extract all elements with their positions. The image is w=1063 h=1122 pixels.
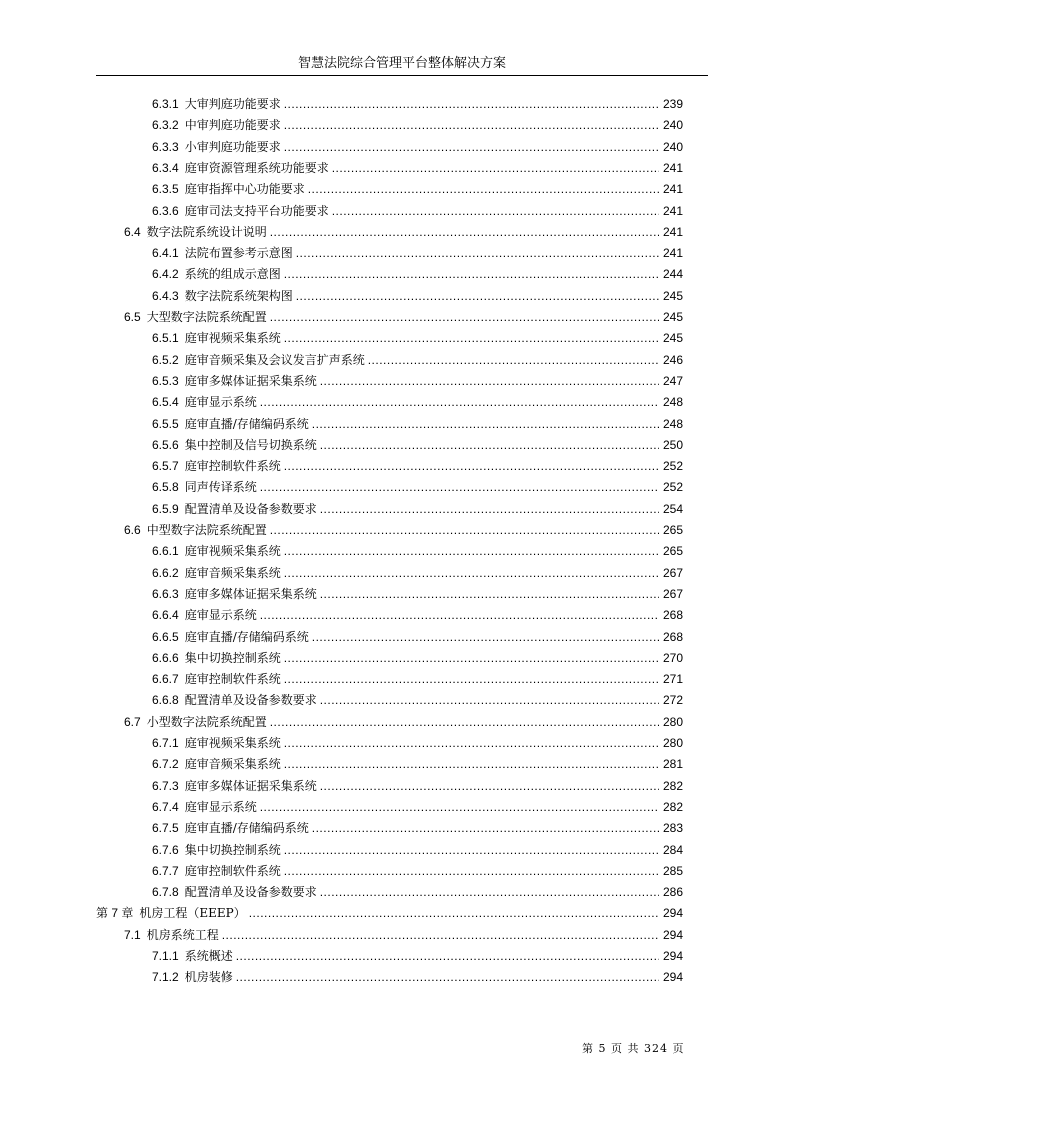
toc-entry-number: 6.7.4 bbox=[152, 799, 179, 814]
toc-leader-dots bbox=[320, 499, 659, 520]
toc-entry-page: 248 bbox=[662, 416, 683, 431]
toc-entry-number: 6.4.2 bbox=[152, 267, 179, 282]
toc-entry[interactable] bbox=[152, 328, 683, 349]
toc-entry[interactable] bbox=[152, 243, 683, 264]
toc-entry-title: 数字法院系统架构图 bbox=[184, 288, 293, 303]
page-header bbox=[96, 54, 708, 76]
toc-entry[interactable] bbox=[152, 584, 683, 605]
toc-entry-title: 庭审多媒体证据采集系统 bbox=[184, 373, 317, 388]
toc-leader-dots bbox=[332, 201, 659, 222]
toc-leader-dots bbox=[284, 861, 659, 882]
toc-leader-dots bbox=[284, 648, 659, 669]
toc-entry-number: 第 7 章 bbox=[96, 906, 134, 921]
toc-entry-number: 6.5.4 bbox=[152, 395, 179, 410]
toc-entry-title: 大型数字法院系统配置 bbox=[146, 310, 267, 324]
toc-entry-title: 庭审显示系统 bbox=[184, 395, 257, 410]
toc-entry-title: 庭审音频采集系统 bbox=[184, 565, 281, 580]
toc-entry-page: 252 bbox=[662, 480, 683, 495]
toc-entry-number: 6.6.8 bbox=[152, 693, 179, 708]
toc-entry-number: 6.6 bbox=[124, 523, 141, 537]
toc-entry-page: 245 bbox=[662, 310, 683, 324]
toc-entry[interactable] bbox=[96, 903, 683, 924]
toc-entry[interactable] bbox=[152, 435, 683, 456]
toc-entry-page: 267 bbox=[662, 565, 683, 580]
toc-entry-title: 庭审控制软件系统 bbox=[184, 672, 281, 687]
toc-entry-title: 庭审直播/存储编码系统 bbox=[184, 821, 309, 836]
toc-entry[interactable] bbox=[152, 264, 683, 285]
toc-leader-dots bbox=[284, 563, 659, 584]
toc-entry-page: 272 bbox=[662, 693, 683, 708]
toc-leader-dots bbox=[320, 584, 659, 605]
toc-entry-page: 246 bbox=[662, 352, 683, 367]
toc-entry-page: 248 bbox=[662, 395, 683, 410]
toc-entry[interactable] bbox=[152, 754, 683, 775]
toc-entry-number: 7.1.2 bbox=[152, 970, 179, 985]
toc-leader-dots bbox=[222, 925, 659, 946]
toc-leader-dots bbox=[320, 690, 659, 711]
toc-entry-title: 机房系统工程 bbox=[146, 927, 219, 942]
toc-entry-title: 配置清单及设备参数要求 bbox=[184, 501, 317, 516]
toc-entry[interactable] bbox=[124, 712, 683, 733]
toc-entry-number: 6.5.3 bbox=[152, 373, 179, 388]
toc-entry[interactable] bbox=[152, 392, 683, 413]
toc-leader-dots bbox=[260, 605, 659, 626]
toc-entry-number: 7.1.1 bbox=[152, 949, 179, 963]
toc-leader-dots bbox=[284, 456, 659, 477]
toc-entry-number: 7.1 bbox=[124, 927, 141, 942]
toc-entry[interactable] bbox=[124, 307, 683, 328]
toc-entry[interactable] bbox=[152, 627, 683, 648]
toc-entry[interactable] bbox=[152, 648, 683, 669]
toc-entry-number: 6.7 bbox=[124, 714, 141, 729]
toc-leader-dots bbox=[312, 414, 659, 435]
toc-entry-title: 中型数字法院系统配置 bbox=[146, 523, 267, 537]
toc-entry[interactable] bbox=[152, 456, 683, 477]
toc-entry-title: 庭审音频采集及会议发言扩声系统 bbox=[184, 352, 365, 367]
toc-entry-page: 245 bbox=[662, 331, 683, 346]
toc-entry[interactable] bbox=[152, 840, 683, 861]
toc-entry-number: 6.7.8 bbox=[152, 885, 179, 900]
toc-entry-page: 286 bbox=[662, 885, 683, 900]
toc-entry[interactable] bbox=[152, 861, 683, 882]
toc-entry[interactable] bbox=[152, 179, 683, 200]
toc-leader-dots bbox=[312, 627, 659, 648]
toc-entry-number: 6.4 bbox=[124, 224, 141, 239]
toc-entry[interactable] bbox=[152, 818, 683, 839]
toc-entry-page: 244 bbox=[662, 267, 683, 282]
toc-entry-number: 6.3.6 bbox=[152, 203, 179, 218]
toc-entry-number: 6.3.4 bbox=[152, 160, 179, 175]
toc-entry-title: 同声传译系统 bbox=[184, 480, 257, 495]
toc-entry[interactable] bbox=[152, 477, 683, 498]
toc-entry-number: 6.7.3 bbox=[152, 778, 179, 793]
toc-entry-title: 庭审视频采集系统 bbox=[184, 331, 281, 346]
toc-entry-title: 小审判庭功能要求 bbox=[184, 139, 281, 154]
toc-entry-title: 庭审多媒体证据采集系统 bbox=[184, 778, 317, 793]
toc-entry-title: 法院布置参考示意图 bbox=[184, 246, 293, 261]
toc-entry-page: 247 bbox=[662, 373, 683, 388]
toc-leader-dots bbox=[284, 541, 659, 562]
toc-entry-title: 集中切换控制系统 bbox=[184, 842, 281, 857]
toc-leader-dots bbox=[320, 435, 659, 456]
toc-leader-dots bbox=[320, 371, 659, 392]
toc-leader-dots bbox=[284, 137, 659, 158]
toc-leader-dots bbox=[368, 350, 659, 371]
toc-entry[interactable] bbox=[152, 776, 683, 797]
toc-leader-dots bbox=[260, 392, 659, 413]
toc-entry-page: 240 bbox=[662, 118, 683, 133]
toc-leader-dots bbox=[249, 903, 659, 924]
toc-entry-page: 254 bbox=[662, 501, 683, 516]
toc-entry-title: 系统的组成示意图 bbox=[184, 267, 281, 282]
toc-leader-dots bbox=[284, 669, 659, 690]
toc-entry[interactable] bbox=[152, 690, 683, 711]
toc-entry-page: 284 bbox=[662, 842, 683, 857]
toc-entry-number: 6.3.1 bbox=[152, 97, 179, 111]
toc-entry-page: 239 bbox=[662, 97, 683, 111]
toc-entry[interactable] bbox=[152, 414, 683, 435]
toc-entry-page: 241 bbox=[662, 224, 683, 239]
toc-entry-number: 6.7.5 bbox=[152, 821, 179, 836]
toc-entry-number: 6.6.2 bbox=[152, 565, 179, 580]
toc-entry-page: 283 bbox=[662, 821, 683, 836]
toc-entry-number: 6.7.2 bbox=[152, 757, 179, 772]
toc-entry-number: 6.3.5 bbox=[152, 182, 179, 197]
toc-leader-dots bbox=[270, 222, 659, 243]
toc-entry-page: 268 bbox=[662, 629, 683, 644]
toc-entry[interactable] bbox=[152, 371, 683, 392]
toc-entry-number: 6.5.1 bbox=[152, 331, 179, 346]
toc-entry-page: 285 bbox=[662, 863, 683, 878]
toc-leader-dots bbox=[284, 94, 659, 115]
toc-entry-page: 268 bbox=[662, 608, 683, 623]
toc-entry-title: 庭审多媒体证据采集系统 bbox=[184, 586, 317, 601]
toc-entry-page: 241 bbox=[662, 182, 683, 197]
toc-entry-title: 系统概述 bbox=[184, 949, 233, 963]
toc-entry-title: 庭审司法支持平台功能要求 bbox=[184, 203, 329, 218]
toc-leader-dots bbox=[332, 158, 659, 179]
toc-leader-dots bbox=[296, 286, 659, 307]
toc-entry-title: 庭审直播/存储编码系统 bbox=[184, 416, 309, 431]
toc-entry-page: 265 bbox=[662, 523, 683, 537]
toc-entry-number: 6.6.1 bbox=[152, 544, 179, 559]
toc-entry[interactable] bbox=[152, 137, 683, 158]
toc-entry-number: 6.6.3 bbox=[152, 586, 179, 601]
toc-entry-title: 机房工程（EEEP） bbox=[139, 906, 246, 921]
toc-leader-dots bbox=[284, 328, 659, 349]
toc-entry-title: 集中切换控制系统 bbox=[184, 650, 281, 665]
toc-entry-page: 280 bbox=[662, 736, 683, 750]
toc-entry[interactable] bbox=[152, 733, 683, 754]
toc-entry-page: 241 bbox=[662, 160, 683, 175]
toc-entry-title: 集中控制及信号切换系统 bbox=[184, 437, 317, 452]
page-footer: 第 5 页 共 324 页 bbox=[582, 1042, 685, 1055]
toc-entry-title: 庭审资源管理系统功能要求 bbox=[184, 160, 329, 175]
toc-entry-page: 271 bbox=[662, 672, 683, 687]
toc-entry-title: 庭审控制软件系统 bbox=[184, 459, 281, 474]
toc-entry-number: 6.7.7 bbox=[152, 863, 179, 878]
toc-entry[interactable] bbox=[152, 201, 683, 222]
toc-entry[interactable] bbox=[152, 158, 683, 179]
toc-entry-page: 280 bbox=[662, 714, 683, 729]
toc-entry-title: 庭审控制软件系统 bbox=[184, 863, 281, 878]
toc-entry-number: 6.3.3 bbox=[152, 139, 179, 154]
toc-entry-number: 6.4.3 bbox=[152, 288, 179, 303]
toc-leader-dots bbox=[284, 840, 659, 861]
toc-entry-number: 6.6.5 bbox=[152, 629, 179, 644]
toc-entry-title: 庭审显示系统 bbox=[184, 608, 257, 623]
toc-entry[interactable] bbox=[152, 946, 683, 967]
toc-entry[interactable] bbox=[152, 967, 683, 988]
toc-entry-number: 6.5.7 bbox=[152, 459, 179, 474]
toc-entry-title: 机房装修 bbox=[184, 970, 233, 985]
toc-entry-number: 6.6.6 bbox=[152, 650, 179, 665]
toc-entry-title: 配置清单及设备参数要求 bbox=[184, 885, 317, 900]
toc-leader-dots bbox=[236, 946, 659, 967]
toc-entry[interactable] bbox=[152, 605, 683, 626]
toc-entry-title: 庭审视频采集系统 bbox=[184, 736, 281, 750]
toc-entry-page: 240 bbox=[662, 139, 683, 154]
toc-leader-dots bbox=[312, 818, 659, 839]
toc-entry-title: 庭审直播/存储编码系统 bbox=[184, 629, 309, 644]
toc-entry-number: 6.3.2 bbox=[152, 118, 179, 133]
toc-entry-page: 294 bbox=[662, 927, 683, 942]
toc-leader-dots bbox=[270, 520, 659, 541]
toc-entry[interactable] bbox=[152, 669, 683, 690]
toc-entry-title: 小型数字法院系统配置 bbox=[146, 714, 267, 729]
toc-entry-title: 庭审视频采集系统 bbox=[184, 544, 281, 559]
toc-entry[interactable] bbox=[152, 286, 683, 307]
toc-entry-title: 庭审显示系统 bbox=[184, 799, 257, 814]
toc-entry-number: 6.5.5 bbox=[152, 416, 179, 431]
toc-leader-dots bbox=[270, 712, 659, 733]
toc-entry[interactable] bbox=[152, 797, 683, 818]
toc-entry-number: 6.4.1 bbox=[152, 246, 179, 261]
toc-entry-page: 252 bbox=[662, 459, 683, 474]
toc-leader-dots bbox=[260, 477, 659, 498]
toc-leader-dots bbox=[320, 776, 659, 797]
toc-entry-number: 6.7.6 bbox=[152, 842, 179, 857]
toc-entry-page: 267 bbox=[662, 586, 683, 601]
toc-entry-title: 数字法院系统设计说明 bbox=[146, 224, 267, 239]
toc-entry[interactable] bbox=[152, 882, 683, 903]
document-title: 智慧法院综合管理平台整体解决方案 bbox=[297, 56, 506, 71]
toc-entry-page: 294 bbox=[662, 949, 683, 963]
toc-entry-number: 6.5.2 bbox=[152, 352, 179, 367]
toc-leader-dots bbox=[308, 179, 659, 200]
toc-entry[interactable] bbox=[152, 563, 683, 584]
toc-entry[interactable] bbox=[124, 222, 683, 243]
toc-entry-title: 配置清单及设备参数要求 bbox=[184, 693, 317, 708]
toc-entry-number: 6.6.7 bbox=[152, 672, 179, 687]
toc-leader-dots bbox=[284, 733, 659, 754]
toc-entry-number: 6.6.4 bbox=[152, 608, 179, 623]
toc-entry-number: 6.7.1 bbox=[152, 736, 179, 750]
toc-entry-number: 6.5 bbox=[124, 310, 141, 324]
toc-leader-dots bbox=[284, 264, 659, 285]
toc-entry-page: 265 bbox=[662, 544, 683, 559]
toc-entry-page: 282 bbox=[662, 799, 683, 814]
toc-entry-page: 294 bbox=[662, 906, 683, 921]
toc-entry[interactable] bbox=[124, 520, 683, 541]
toc-entry-page: 270 bbox=[662, 650, 683, 665]
toc-leader-dots bbox=[296, 243, 659, 264]
toc-entry-page: 294 bbox=[662, 970, 683, 985]
toc-entry-page: 250 bbox=[662, 437, 683, 452]
toc-entry[interactable] bbox=[152, 541, 683, 562]
toc-entry[interactable] bbox=[152, 94, 683, 115]
toc-entry[interactable] bbox=[124, 925, 683, 946]
toc-entry[interactable] bbox=[152, 350, 683, 371]
toc-leader-dots bbox=[320, 882, 659, 903]
toc-entry-number: 6.5.6 bbox=[152, 437, 179, 452]
toc-leader-dots bbox=[284, 115, 659, 136]
toc-leader-dots bbox=[284, 754, 659, 775]
toc-entry[interactable] bbox=[152, 115, 683, 136]
toc-entry-page: 241 bbox=[662, 246, 683, 261]
toc-entry-page: 281 bbox=[662, 757, 683, 772]
toc-entry-number: 6.5.9 bbox=[152, 501, 179, 516]
toc-leader-dots bbox=[236, 967, 659, 988]
toc-entry-title: 中审判庭功能要求 bbox=[184, 118, 281, 133]
toc-entry-number: 6.5.8 bbox=[152, 480, 179, 495]
toc-leader-dots bbox=[270, 307, 659, 328]
toc-entry-page: 241 bbox=[662, 203, 683, 218]
toc-entry-title: 大审判庭功能要求 bbox=[184, 97, 281, 111]
toc-entry-title: 庭审音频采集系统 bbox=[184, 757, 281, 772]
toc-entry-page: 245 bbox=[662, 288, 683, 303]
toc-entry-title: 庭审指挥中心功能要求 bbox=[184, 182, 305, 197]
toc-entry-page: 282 bbox=[662, 778, 683, 793]
toc-leader-dots bbox=[260, 797, 659, 818]
toc-entry[interactable] bbox=[152, 499, 683, 520]
